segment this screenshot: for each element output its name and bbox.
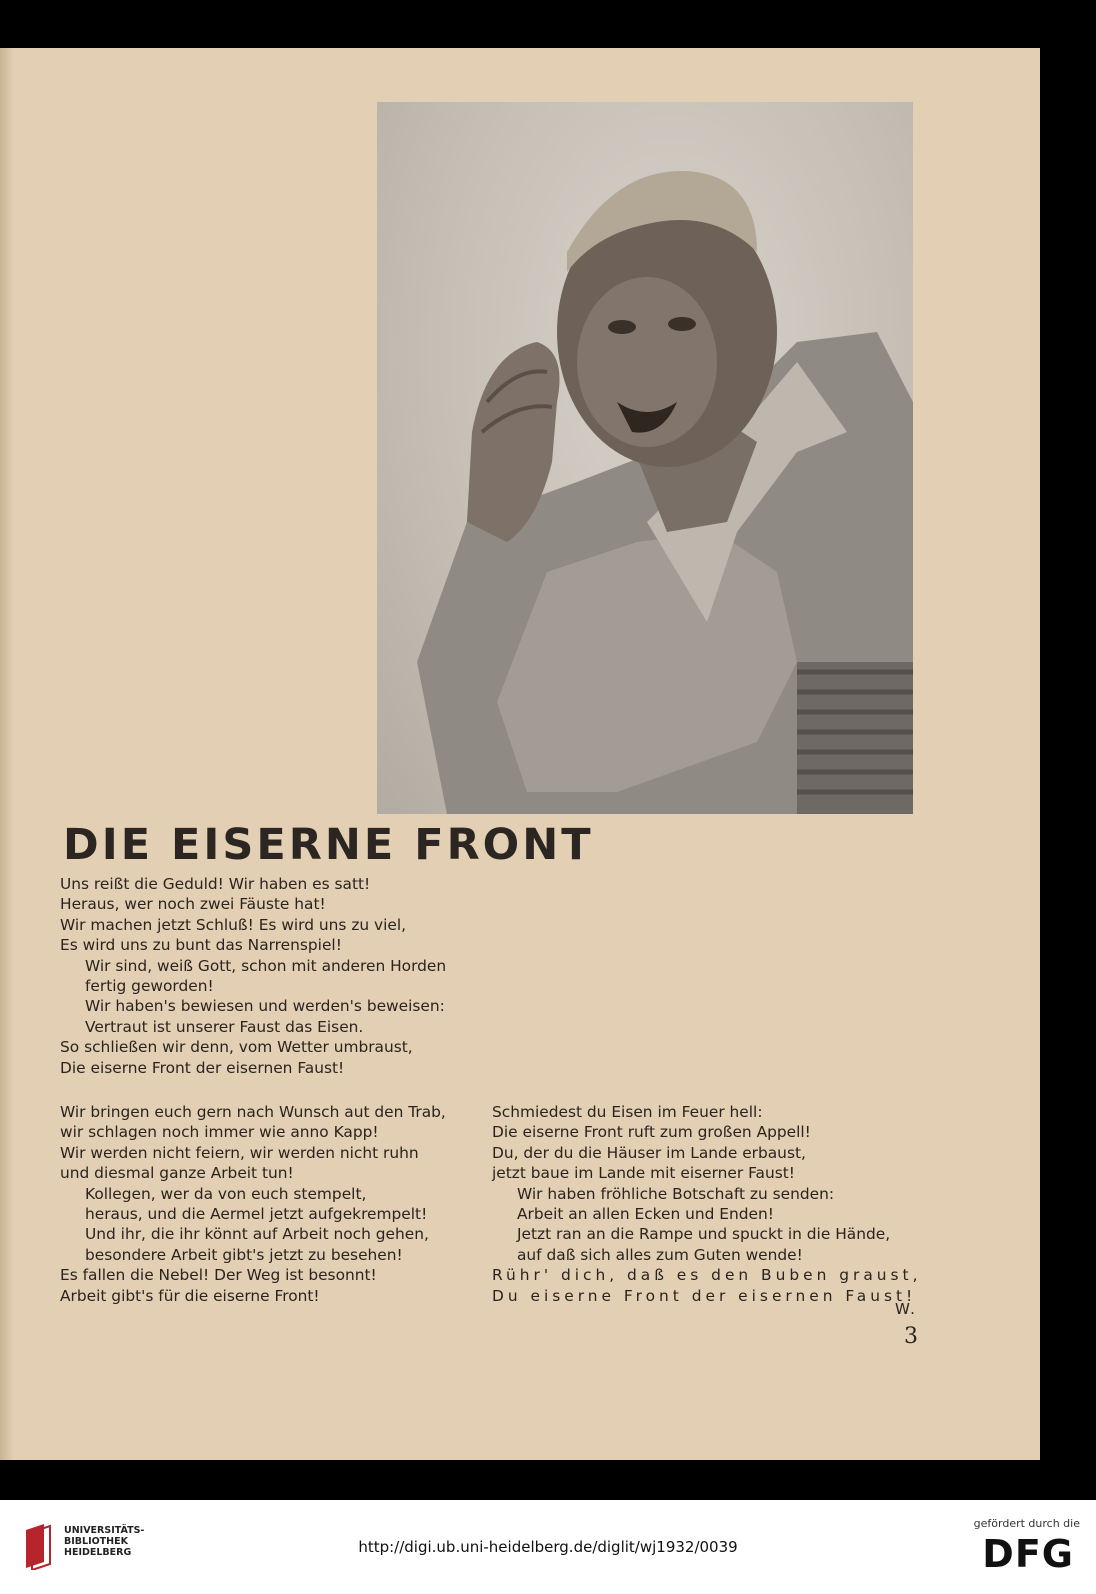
poem-line: heraus, und die Aermel jetzt aufgekrempelt! <box>85 1205 428 1224</box>
library-name-line-1: UNIVERSITÄTS- <box>64 1525 145 1536</box>
poem-line: Wir haben fröhliche Botschaft zu senden: <box>517 1184 835 1203</box>
library-name-line-3: HEIDELBERG <box>64 1547 132 1558</box>
poem-line: So schließen wir denn, vom Wetter umbraust, <box>60 1038 413 1057</box>
page-number: 3 <box>904 1324 918 1349</box>
poem-line: wir schlagen noch immer wie anno Kapp! <box>60 1123 379 1142</box>
dfg-logo[interactable]: DFG <box>982 1532 1074 1576</box>
portrait-photo <box>377 102 913 814</box>
poem-line: Du eiserne Front der eisernen Faust! <box>492 1286 917 1305</box>
page-edge-shadow <box>0 48 14 1460</box>
poem-stanza-2 <box>60 1102 446 1306</box>
poem-line: Du, der du die Häuser im Lande erbaust, <box>492 1143 806 1162</box>
poem-line: und diesmal ganze Arbeit tun! <box>60 1164 294 1183</box>
poem-line: Wir werden nicht feiern, wir werden nicht ruhn <box>60 1143 419 1162</box>
permalink-url[interactable]: http://digi.ub.uni-heidelberg.de/diglit/wj1932/0039 <box>358 1538 738 1556</box>
poem-line: Schmiedest du Eisen im Feuer hell: <box>492 1103 763 1121</box>
poem-stanza-3 <box>492 1102 922 1306</box>
poem-line: Wir haben's bewiesen und werden's beweisen: <box>85 997 445 1016</box>
poem-line: Es wird uns zu bunt das Narrenspiel! <box>60 936 342 955</box>
poem-stanza-1 <box>60 874 446 1078</box>
author-signature: W. <box>895 1300 917 1318</box>
poem-line: Und ihr, die ihr könnt auf Arbeit noch gehen, <box>85 1225 429 1244</box>
magazine-page <box>0 48 1040 1460</box>
poem-line: Es fallen die Nebel! Der Weg ist besonnt! <box>60 1266 377 1285</box>
poem-line: Arbeit gibt's für die eiserne Front! <box>60 1286 320 1305</box>
poem-line: Arbeit an allen Ecken und Enden! <box>517 1205 774 1224</box>
poem-line: Die eiserne Front der eisernen Faust! <box>60 1058 345 1077</box>
shouting-man-image <box>377 102 913 814</box>
poem-line: fertig geworden! <box>85 977 214 996</box>
poem-line: Kollegen, wer da von euch stempelt, <box>85 1184 367 1203</box>
poem-line: Jetzt ran an die Rampe und spuckt in die Hände, <box>517 1225 891 1244</box>
poem-line: Die eiserne Front ruft zum großen Appell! <box>492 1123 811 1142</box>
poem-line: Uns reißt die Geduld! Wir haben es satt! <box>60 875 371 893</box>
poem-line: Rühr' dich, daß es den Buben graust, <box>492 1266 922 1285</box>
poem-line: besondere Arbeit gibt's jetzt zu besehen! <box>85 1245 403 1264</box>
funding-label: gefördert durch die <box>973 1517 1080 1530</box>
poem-line: Wir sind, weiß Gott, schon mit anderen Horden <box>85 956 447 975</box>
poem-line: Heraus, wer noch zwei Fäuste hat! <box>60 895 326 914</box>
article-title: DIE EISERNE FRONT <box>63 820 594 870</box>
library-name-line-2: BIBLIOTHEK <box>64 1536 128 1547</box>
footer-bar <box>0 1500 1096 1594</box>
poem-line: Vertraut ist unserer Faust das Eisen. <box>85 1017 364 1036</box>
poem-line: Wir machen jetzt Schluß! Es wird uns zu viel, <box>60 915 407 934</box>
poem-line: Wir bringen euch gern nach Wunsch aut den Trab, <box>60 1103 446 1121</box>
poem-line: auf daß sich alles zum Guten wende! <box>517 1245 803 1264</box>
poem-line: jetzt baue im Lande mit eiserner Faust! <box>492 1164 795 1183</box>
